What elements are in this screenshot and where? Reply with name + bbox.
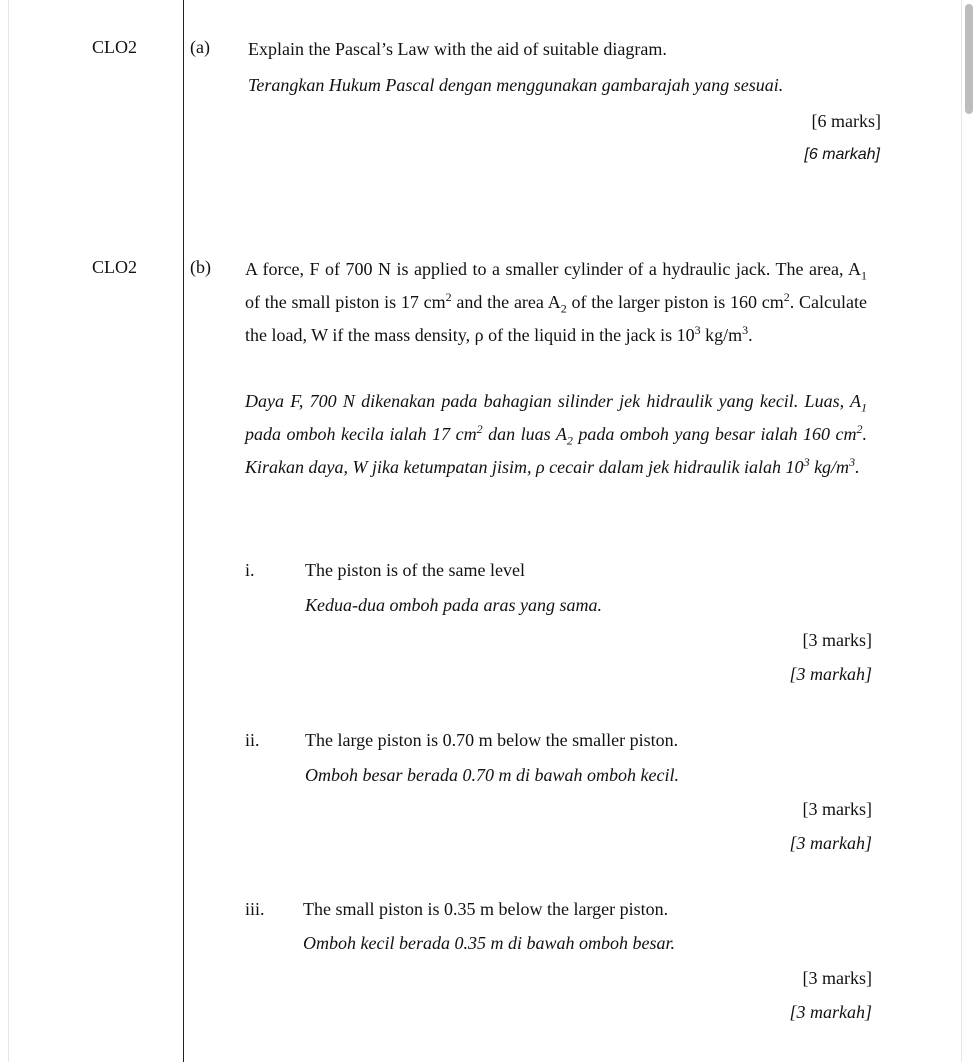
item-iii-marks-ms: [3 markah] [789, 1002, 872, 1022]
part-a-marks-ms: [6 markah] [804, 146, 880, 163]
item-iii-question-en: The small piston is 0.35 m below the larger piston. [303, 899, 669, 919]
item-ii-question-en: The large piston is 0.70 m below the smaller piston. [305, 730, 679, 750]
item-ii-marks-ms: [3 markah] [789, 833, 872, 853]
item-iii-number: iii. [245, 899, 265, 919]
part-a-label: (a) [190, 37, 210, 57]
part-b-question-ms: Daya F, 700 N dikenakan pada bahagian silinder jek hidraulik yang kecil. Luas, $A_1$ pada omboh kecila ialah 17 $cm^2$ dan luas $A_2$ pada omboh yang besar ialah 160 $cm^2$. Kirakan daya, W jika ketumpatan jisim, ρ cecair dalam jek hidraulik ialah $10^3$ $kg/m^3$. [245, 391, 867, 477]
part-a-question-en: Explain the Pascal’s Law with the aid of suitable diagram. [248, 39, 667, 59]
page-edge-left [8, 0, 9, 1062]
item-iii-question-ms: Omboh kecil berada 0.35 m di bawah omboh besar. [303, 933, 675, 953]
item-iii-marks-en: [3 marks] [802, 968, 872, 988]
item-i-question-ms: Kedua-dua omboh pada aras yang sama. [305, 595, 602, 615]
part-b-label: (b) [190, 257, 211, 277]
column-divider-left [183, 0, 184, 1062]
part-b-question-en: A force, F of 700 N is applied to a smaller cylinder of a hydraulic jack. The area, $A_1$ of the small piston is 17 $cm^2$ and the area $A_2$ of the larger piston is 160 $cm^2$. Calculate the load, W if the mass density, ρ of the liquid in the jack is $10^3$ $kg/m^3$. [245, 259, 868, 345]
item-ii-question-ms: Omboh besar berada 0.70 m di bawah omboh kecil. [305, 765, 679, 785]
item-ii-marks-en: [3 marks] [802, 799, 872, 819]
item-i-number: i. [245, 560, 255, 580]
item-i-marks-en: [3 marks] [802, 630, 872, 650]
scrollbar-thumb[interactable] [965, 4, 973, 114]
item-i-marks-ms: [3 markah] [789, 664, 872, 684]
part-a-question-ms: Terangkan Hukum Pascal dengan menggunakan gambarajah yang sesuai. [248, 75, 784, 95]
item-i-question-en: The piston is of the same level [305, 560, 525, 580]
part-a-clo: CLO2 [92, 37, 137, 57]
item-ii-number: ii. [245, 730, 260, 750]
page-edge-right [961, 0, 962, 1062]
part-a-marks-en: [6 marks] [811, 111, 881, 131]
part-b-clo: CLO2 [92, 257, 137, 277]
